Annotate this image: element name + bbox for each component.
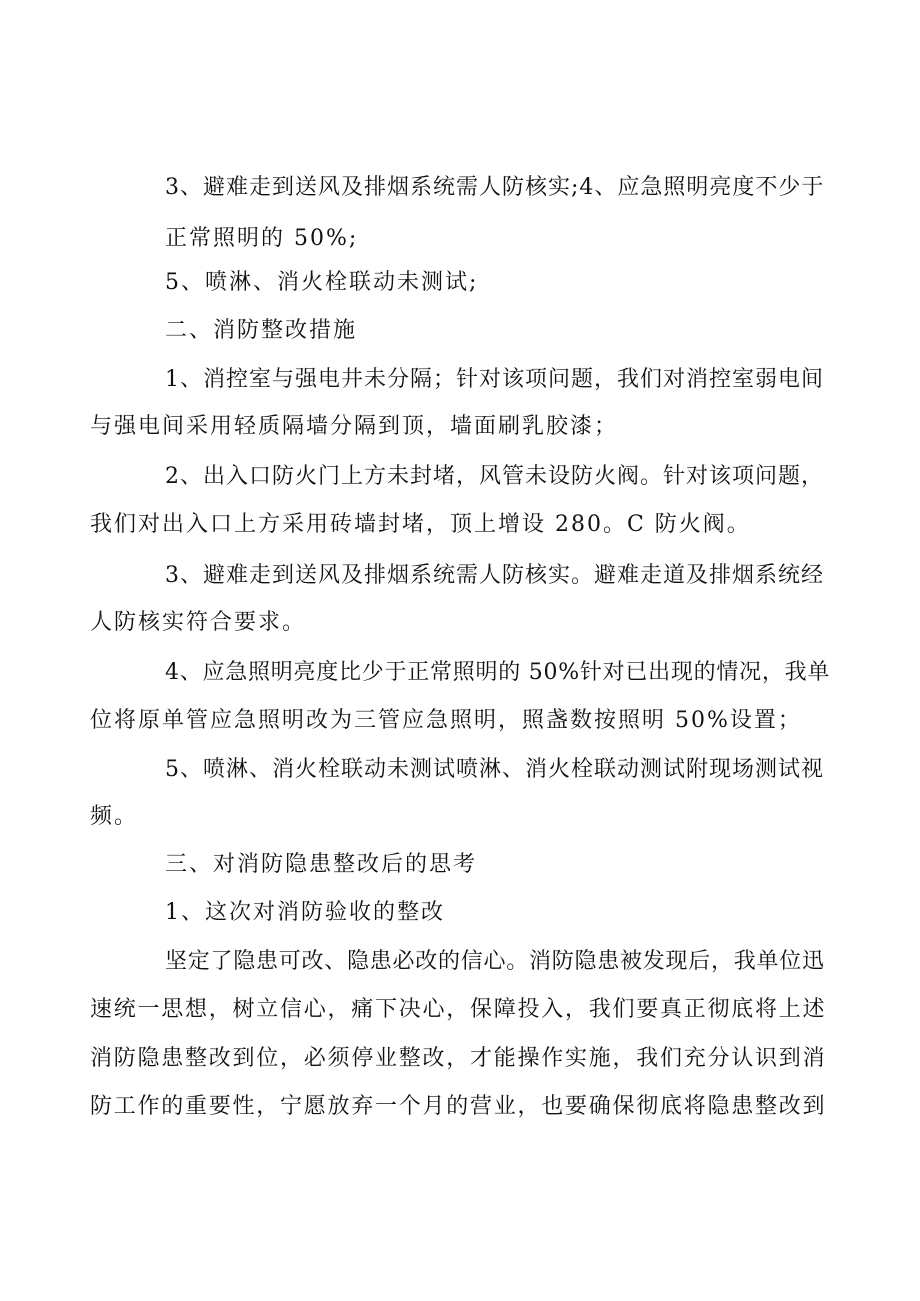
text-line-9: 3、避难走到送风及排烟系统需人防核实。避难走道及排烟系统经 xyxy=(165,563,824,588)
text-line-19: 消防隐患整改到位，必须停业整改，才能操作实施，我们充分认识到消 xyxy=(90,1046,827,1071)
text-line-3: 5、喷淋、消火栓联动未测试; xyxy=(165,270,479,295)
text-line-14: 频。 xyxy=(90,804,139,829)
text-line-6: 与强电间采用轻质隔墙分隔到顶，墙面刷乳胶漆； xyxy=(90,414,619,439)
text-line-12: 位将原单管应急照明改为三管应急照明，照盏数按照明 50%设置； xyxy=(90,708,802,733)
text-line-18: 速统一思想，树立信心，痛下决心，保障投入，我们要真正彻底将上述 xyxy=(90,997,827,1022)
text-line-16: 1、这次对消防验收的整改 xyxy=(165,900,445,925)
text-line-11: 4、应急照明亮度比少于正常照明的 50%针对已出现的情况，我单 xyxy=(165,660,831,685)
text-line-2: 正常照明的 50%; xyxy=(165,226,359,251)
text-line-13: 5、喷淋、消火栓联动未测试喷淋、消火栓联动测试附现场测试视 xyxy=(165,757,824,782)
section-heading-3: 三、对消防隐患整改后的思考 xyxy=(165,852,478,877)
text-line-10: 人防核实符合要求。 xyxy=(90,610,307,635)
text-line-20: 防工作的重要性，宁愿放弃一个月的营业，也要确保彻底将隐患整改到 xyxy=(90,1094,827,1119)
section-heading-2: 二、消防整改措施 xyxy=(165,318,358,343)
text-line-1: 3、避难走到送风及排烟系统需人防核实;4、应急照明亮度不少于 xyxy=(165,175,825,200)
text-line-17: 坚定了隐患可改、隐患必改的信心。消防隐患被发现后，我单位迅 xyxy=(165,949,825,974)
text-line-7: 2、出入口防火门上方未封堵，风管未设防火阀。针对该项问题， xyxy=(165,464,824,489)
text-line-5: 1、消控室与强电井未分隔；针对该项问题，我们对消控室弱电间 xyxy=(165,367,824,392)
text-line-8: 我们对出入口上方采用砖墙封堵，顶上增设 280。C 防火阀。 xyxy=(90,512,751,537)
